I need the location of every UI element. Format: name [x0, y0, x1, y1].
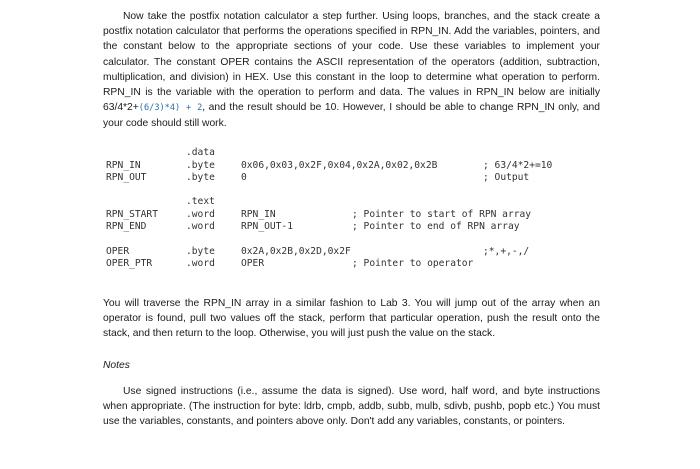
- oper-value: 0x2A,0x2B,0x2D,0x2F: [241, 246, 351, 257]
- data-directive: .data: [186, 147, 215, 158]
- rpn-start-op: .word: [186, 209, 215, 220]
- rpn-end-value: RPN_OUT-1: [241, 221, 293, 232]
- rpn-out-value: 0: [241, 172, 247, 183]
- rpn-in-comment: ; 63/4*2+=10: [483, 160, 553, 171]
- oper-comment: ;*,+,-,/: [483, 246, 530, 257]
- intro-text-before: Now take the postfix notation calculator a step further. Using loops, branches, and the stack create a postfix notation calculator that performs the operations specified in RPN_IN. Add the variables, pointers, and the constant below to the appropriate sections of your code. Use these variables to implement your calculator. The constant OPER contains the ASCII representation of the operators (addition, subtraction, multiplication, and division) in HEX. Use this constant in the loop to determine what operation to perform. RPN_IN is the variable with the operation to perform and data. The values in RPN_IN below are initially 63/4*2+: [103, 11, 600, 114]
- notes-paragraph: Use signed instructions (i.e., assume the data is signed). Use word, half word, and byte instructions when appropriate. (The instruction for byte: ldrb, cmpb, addb, subb, mulb, sdivb, pushb, popb etc.) You must use the variables, constants, and pointers above only. Don't add any variables, constants, or pointers.: [103, 386, 600, 428]
- oper-ptr-value: OPER: [241, 258, 265, 269]
- rpn-out-op: .byte: [186, 172, 215, 183]
- rpn-in-label: RPN_IN: [106, 160, 141, 171]
- inline-expression: (6/3)*4) + 2: [138, 103, 203, 114]
- notes-heading: Notes: [103, 360, 130, 371]
- text-directive: .text: [186, 196, 215, 207]
- rpn-in-value: 0x06,0x03,0x2F,0x04,0x2A,0x02,0x2B: [241, 160, 438, 171]
- rpn-in-op: .byte: [186, 160, 215, 171]
- rpn-start-comment: ; Pointer to start of RPN array: [352, 209, 532, 220]
- rpn-end-label: RPN_END: [106, 221, 147, 232]
- intro-paragraph: [103, 9, 600, 132]
- rpn-start-value: RPN_IN: [241, 209, 276, 220]
- oper-label: OPER: [106, 246, 130, 257]
- rpn-out-label: RPN_OUT: [106, 172, 147, 183]
- oper-ptr-label: OPER_PTR: [106, 258, 153, 269]
- oper-ptr-op: .word: [186, 258, 215, 269]
- rpn-out-comment: ; Output: [483, 172, 530, 183]
- intro-text-after: , and the result should be 10. However, I should be able to change RPN_IN only, and your code should still work.: [103, 102, 600, 130]
- oper-ptr-comment: ; Pointer to operator: [352, 258, 474, 269]
- oper-op: .byte: [186, 246, 215, 257]
- rpn-end-op: .word: [186, 221, 215, 232]
- rpn-end-comment: ; Pointer to end of RPN array: [352, 221, 520, 232]
- rpn-start-label: RPN_START: [106, 209, 158, 220]
- traverse-paragraph: You will traverse the RPN_IN array in a similar fashion to Lab 3. You will jump out of the array when an operator is found, pull two values off the stack, perform that particular operation, push the result onto the stack, and then return to the loop. Otherwise, you will just push the value on the stack.: [103, 298, 600, 340]
